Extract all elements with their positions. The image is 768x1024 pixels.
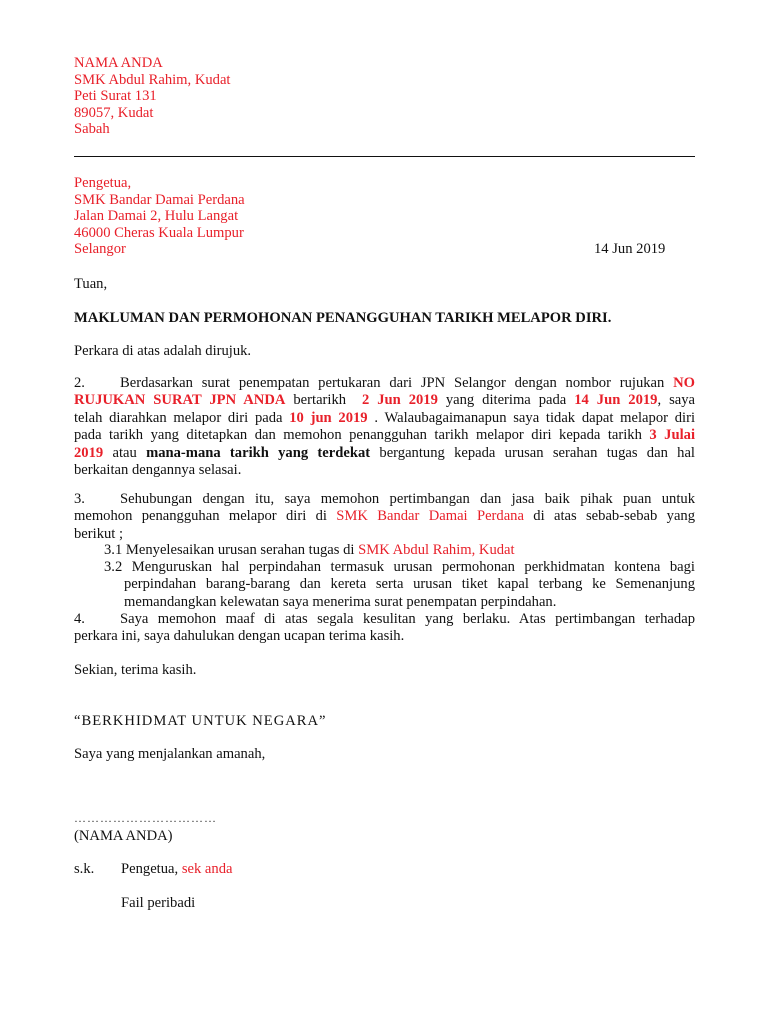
subject-heading: MAKLUMAN DAN PERMOHONAN PENANGGUHAN TARIKH MELAPOR DIRI. bbox=[74, 310, 612, 326]
para2-text: bertarikh bbox=[293, 392, 347, 409]
recipient-title: Pengetua, bbox=[74, 175, 132, 191]
sender-state: Sabah bbox=[74, 121, 110, 138]
motto: “BERKHIDMAT UNTUK NEGARA” bbox=[74, 713, 327, 729]
sender-school: SMK Abdul Rahim, Kudat bbox=[74, 71, 231, 88]
para2-ref-red-2: RUJUKAN SURAT JPN ANDA bbox=[74, 392, 286, 409]
para4-number: 4. bbox=[74, 611, 85, 627]
closing: Sekian, terima kasih. bbox=[74, 662, 197, 678]
para2-received-date: 14 Jun 2019 bbox=[574, 392, 658, 409]
cc-label: s.k. bbox=[74, 861, 95, 877]
paragraph-2 bbox=[74, 375, 695, 479]
item-3-1 bbox=[104, 542, 515, 559]
para3-text: di atas sebab-sebab yang bbox=[533, 508, 696, 525]
item-3-1-text: 3.1 Menyelesaikan urusan serahan tugas di bbox=[104, 542, 355, 558]
sender-postcode-city: 89057, Kudat bbox=[74, 104, 154, 121]
para2-number: 2. bbox=[74, 375, 85, 391]
recipient-state: Selangor bbox=[74, 241, 126, 258]
item-3-2-text: memandangkan kelewatan saya menerima surat penempatan perpindahan. bbox=[124, 593, 557, 610]
salutation: Tuan, bbox=[74, 276, 108, 292]
item-3-2-text: perpindahan barang-barang dan kereta serta urusan tiket kapal terbang ke Semenanjung bbox=[124, 576, 695, 593]
para2-new-date-year: 2019 bbox=[74, 444, 104, 461]
cc-school-red: sek anda bbox=[181, 861, 233, 877]
paragraph-1: Perkara di atas adalah dirujuk. bbox=[74, 343, 252, 359]
para2-text: bergantung kepada urusan serahan tugas dan hal bbox=[379, 444, 695, 461]
sender-address bbox=[74, 55, 230, 138]
letter-date: 14 Jun 2019 bbox=[594, 241, 666, 257]
sender-name: NAMA ANDA bbox=[74, 55, 163, 71]
item-3-2 bbox=[104, 559, 695, 611]
para4-text: Saya memohon maaf di atas segala kesulitan yang berlaku. Atas pertimbangan terhadap bbox=[120, 611, 695, 627]
recipient-address bbox=[74, 175, 245, 258]
item-3-2-text: 3.2 Menguruskan hal perpindahan termasuk urusan permohonan perkhidmatan kontena bagi bbox=[104, 559, 695, 575]
para2-ref-red: NO bbox=[673, 375, 695, 391]
para2-bold-text: mana-mana tarikh yang terdekat bbox=[146, 444, 371, 461]
cc-recipient: Pengetua, bbox=[121, 861, 179, 877]
para3-school-red: SMK Bandar Damai Perdana bbox=[336, 508, 524, 525]
para3-text: memohon penangguhan melapor diri di bbox=[74, 508, 327, 525]
para4-text: perkara ini, saya dahulukan dengan ucapan terima kasih. bbox=[74, 628, 405, 645]
para3-number: 3. bbox=[74, 491, 85, 507]
para2-text: Berdasarkan surat penempatan pertukaran dari JPN Selangor dengan nombor rujukan bbox=[120, 375, 665, 391]
cc-line-2: Fail peribadi bbox=[121, 895, 196, 911]
recipient-school: SMK Bandar Damai Perdana bbox=[74, 191, 245, 208]
cc-line-1 bbox=[121, 861, 232, 878]
paragraph-4 bbox=[74, 611, 695, 646]
para3-text: berikut ; bbox=[74, 525, 124, 542]
para2-text: atau bbox=[112, 444, 137, 461]
sender-po-box: Peti Surat 131 bbox=[74, 88, 157, 105]
signature-line: …………………………… bbox=[74, 811, 217, 825]
recipient-postcode-city: 46000 Cheras Kuala Lumpur bbox=[74, 224, 244, 241]
item-3-1-school-red: SMK Abdul Rahim, Kudat bbox=[358, 542, 515, 558]
para2-text: berkaitan dengannya selasai. bbox=[74, 462, 242, 479]
signature-name: (NAMA ANDA) bbox=[74, 828, 173, 844]
para2-text: telah diarahkan melapor diri pada bbox=[74, 409, 283, 426]
para2-text: , saya bbox=[657, 392, 695, 409]
para2-text: pada tarikh yang ditetapkan dan memohon penangguhan tarikh melapor diri kepada tarikh bbox=[74, 427, 642, 444]
para2-new-date: 3 Julai bbox=[649, 427, 695, 444]
para3-text: Sehubungan dengan itu, saya memohon pertimbangan dan jasa baik pihak puan untuk bbox=[120, 491, 695, 507]
recipient-street: Jalan Damai 2, Hulu Langat bbox=[74, 208, 239, 225]
para2-letter-date: 2 Jun 2019 bbox=[361, 392, 438, 409]
sign-off: Saya yang menjalankan amanah, bbox=[74, 746, 266, 762]
para2-text: yang diterima pada bbox=[445, 392, 567, 409]
para2-text: . Walaubagaimanapun saya tidak dapat melapor diri bbox=[374, 409, 695, 426]
header-divider bbox=[74, 156, 695, 157]
para2-report-date: 10 jun 2019 bbox=[289, 409, 368, 426]
paragraph-3 bbox=[74, 491, 695, 543]
